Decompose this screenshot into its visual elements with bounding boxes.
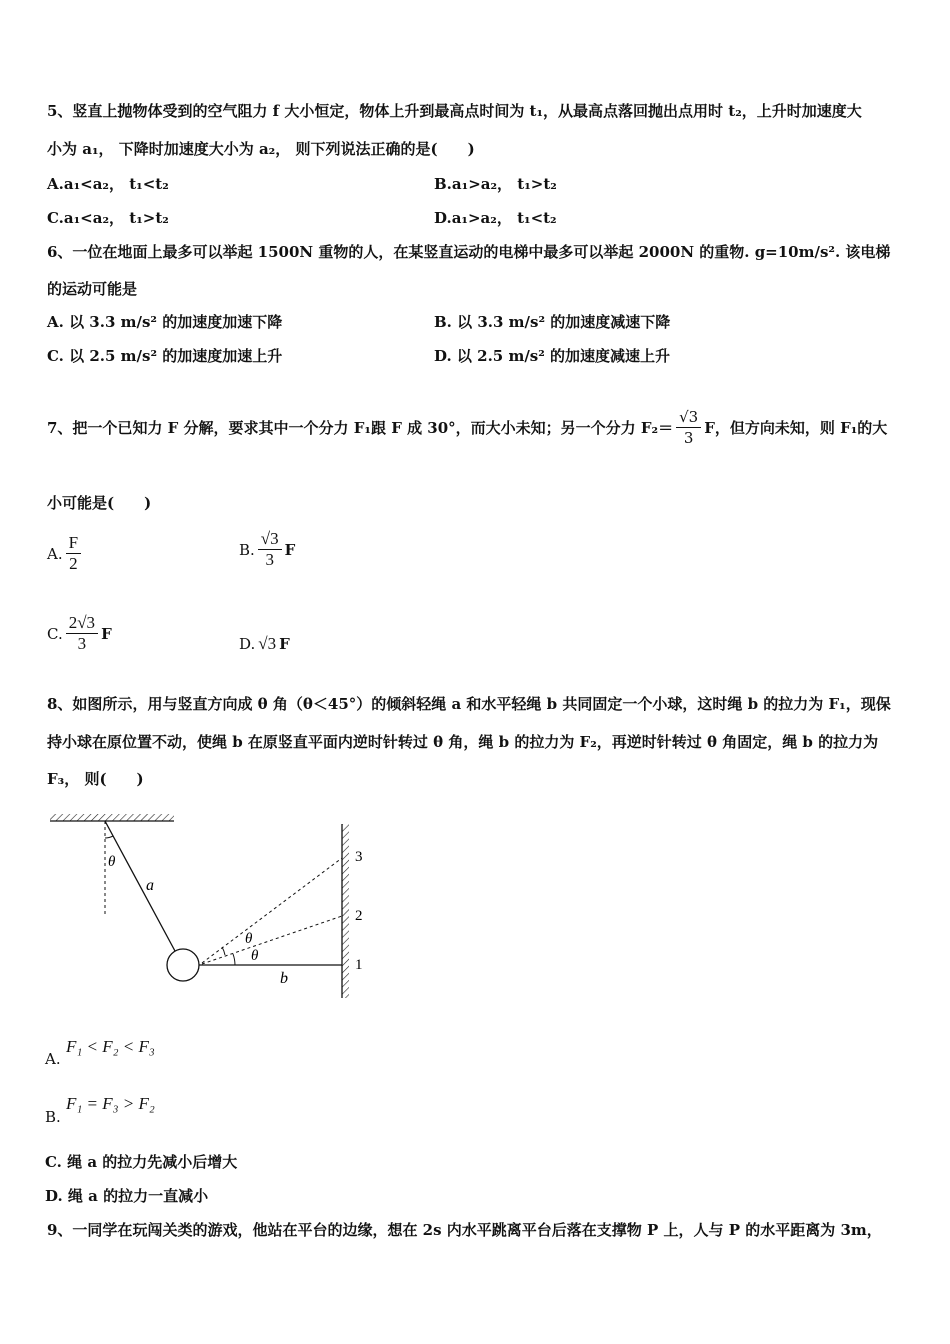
q5-line1: 5、竖直上抛物体受到的空气阻力 f 大小恒定，物体上升到最高点时间为 t₁，从最高点落回抛出点用时 t₂，上升时加速度大	[47, 102, 862, 120]
q7-option-a-label: A.	[47, 544, 63, 563]
q7-line1-post: F，但方向未知，则 F₁的大	[704, 418, 888, 437]
q7-option-d-suffix: F	[279, 635, 290, 653]
theta-arc-top	[105, 836, 113, 838]
q8-option-b-expr: F₁ = F₃ > F₂	[66, 1094, 155, 1113]
q8-option-c: C. 绳 a 的拉力先减小后增大	[45, 1153, 238, 1171]
q6-option-c: C. 以 2.5 m/s² 的加速度加速上升	[47, 347, 283, 365]
q7-option-c-num: 2√3	[66, 614, 98, 634]
q8-option-b-label: B.	[45, 1108, 61, 1126]
q5-option-a: A.a₁<a₂， t₁<t₂	[47, 175, 169, 193]
q8-line3: F₃， 则( )	[47, 770, 144, 788]
q8-figure	[40, 808, 380, 1008]
q7-f2-denominator: 3	[683, 429, 694, 447]
q7-option-d-label: D.	[239, 635, 256, 653]
position-label-3: 3	[355, 849, 363, 865]
q7-option-d-expr: √3	[258, 634, 277, 653]
ball	[167, 949, 199, 981]
rope-a	[105, 821, 175, 951]
q7-option-b-label: B.	[239, 540, 255, 559]
q7-f2-fraction	[676, 408, 701, 447]
q7-option-a-fraction	[66, 534, 81, 573]
theta-arc-1	[233, 954, 235, 965]
q7-option-c	[47, 614, 112, 653]
q7-option-d	[239, 634, 290, 654]
q8-option-d: D. 绳 a 的拉力一直减小	[45, 1187, 209, 1205]
q7-line1	[47, 408, 887, 447]
q7-line1-pre: 7、把一个已知力 F 分解，要求其中一个分力 F₁跟 F 成 30°，而大小未知；另一个分力 F₂＝	[47, 418, 674, 437]
q9-line1: 9、一同学在玩闯关类的游戏，他站在平台的边缘，想在 2s 内水平跳离平台后落在支撑物 P 上，人与 P 的水平距离为 3m，	[47, 1221, 882, 1239]
q5-option-d: D.a₁>a₂， t₁<t₂	[434, 209, 557, 227]
q7-option-b-num: √3	[258, 530, 282, 550]
q5-option-b: B.a₁>a₂， t₁>t₂	[434, 175, 557, 193]
theta-label-top: θ	[108, 854, 116, 870]
wall-hatch	[342, 824, 349, 998]
q6-option-b: B. 以 3.3 m/s² 的加速度减速下降	[434, 313, 671, 331]
rope-position-3	[202, 858, 342, 963]
theta-arc-2	[222, 947, 225, 955]
rope-position-2	[202, 916, 342, 964]
position-label-2: 2	[355, 908, 363, 924]
q8-line2: 持小球在原位置不动，使绳 b 在原竖直平面内逆时针转过 θ 角，绳 b 的拉力为 F₂，再逆时针转过 θ 角固定，绳 b 的拉力为	[47, 733, 879, 751]
q5-line2: 小为 a₁， 下降时加速度大小为 a₂， 则下列说法正确的是( )	[47, 140, 475, 158]
q7-option-a-num: F	[66, 534, 81, 554]
q6-line2: 的运动可能是	[47, 280, 138, 298]
q8-line1: 8、如图所示，用与竖直方向成 θ 角（θ＜45°）的倾斜轻绳 a 和水平轻绳 b 共同固定一个小球，这时绳 b 的拉力为 F₁，现保	[47, 695, 891, 713]
rope-a-label: a	[146, 877, 154, 894]
q6-line1: 6、一位在地面上最多可以举起 1500N 重物的人，在某竖直运动的电梯中最多可以举起 2000N 的重物. g=10m/s². 该电梯	[47, 243, 891, 261]
q5-option-c: C.a₁<a₂， t₁>t₂	[47, 209, 169, 227]
position-label-1: 1	[355, 957, 363, 973]
theta-label-2: θ	[245, 931, 253, 947]
q7-option-b	[239, 530, 295, 569]
q8-option-a-expr: F₁ < F₂ < F₃	[66, 1037, 155, 1056]
q7-option-b-den: 3	[265, 550, 274, 569]
q7-option-b-suffix: F	[284, 540, 296, 559]
q7-option-b-fraction	[258, 530, 282, 569]
q7-f2-numerator: √3	[676, 408, 701, 428]
q7-option-c-suffix: F	[101, 624, 112, 643]
q6-option-a: A. 以 3.3 m/s² 的加速度加速下降	[47, 313, 283, 331]
q7-option-a	[47, 534, 84, 573]
q8-option-a-label: A.	[45, 1050, 61, 1068]
q7-option-c-label: C.	[47, 624, 63, 643]
q7-line2: 小可能是( )	[47, 494, 152, 512]
q7-option-c-fraction	[66, 614, 98, 653]
rope-b-label: b	[280, 970, 288, 987]
theta-label-1: θ	[251, 948, 259, 964]
ceiling-hatch	[50, 814, 174, 821]
q7-option-a-den: 2	[69, 554, 78, 573]
q6-option-d: D. 以 2.5 m/s² 的加速度减速上升	[434, 347, 671, 365]
q7-option-c-den: 3	[77, 634, 87, 653]
